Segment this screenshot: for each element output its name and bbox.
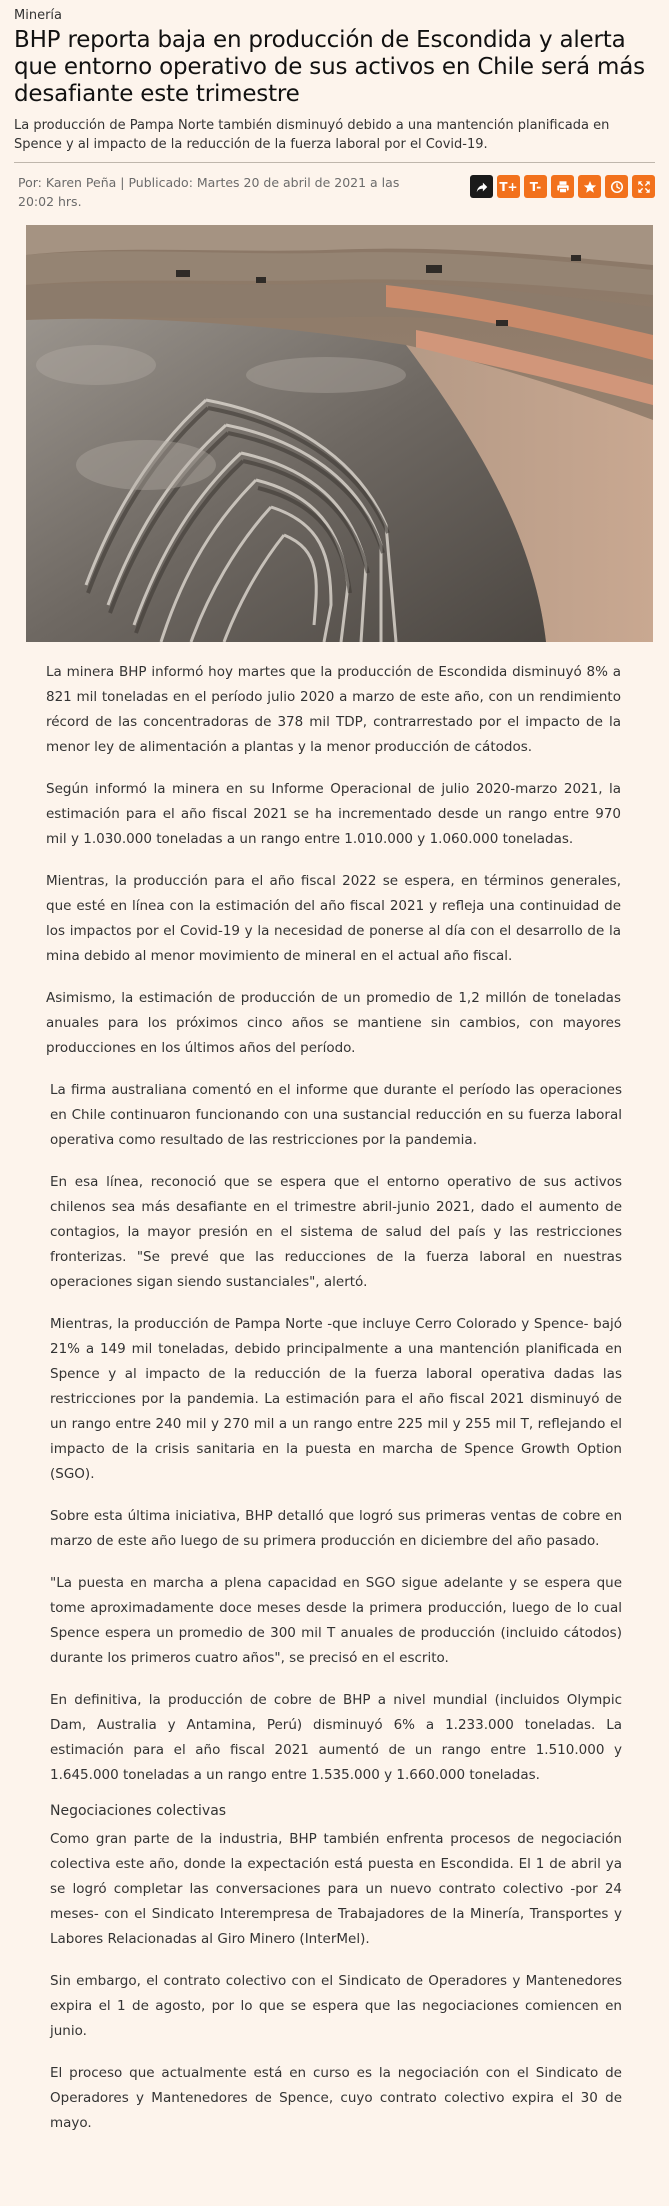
print-button[interactable] [551, 175, 574, 198]
history-button[interactable] [605, 175, 628, 198]
section-paragraph-3: El proceso que actualmente está en curso es la negociación con el Sindicato de Operadores y Mantenedores de Spence, cuyo contrato colectivo expira el 30 de mayo. [50, 2065, 622, 2131]
header-divider [14, 162, 655, 163]
body-paragraph-10: En definitiva, la producción de cobre de BHP a nivel mundial (incluidos Olympic Dam, Australia y Antamina, Perú) disminuyó 6% a 1.233.000 toneladas. La estimación para el año fiscal 2021 aumentó de un rango entre 1.510.000 y 1.645.000 toneladas a un rango entre 1.535.000 y 1.660.000 toneladas. [50, 1692, 622, 1783]
body-paragraph-6: En esa línea, reconoció que se espera que el entorno operativo de sus activos chilenos sea más desafiante en el trimestre abril-junio 2021, dado el aumento de contagios, la mayor presión en el sistema de salud del país y las restricciones fronterizas. "Se prevé que las reducciones de la fuerza laboral en nuestras operaciones sigan siendo sustanciales", alertó. [50, 1174, 622, 1290]
expand-icon [637, 180, 651, 194]
section-paragraph-2: Sin embargo, el contrato colectivo con el Sindicato de Operadores y Mantenedores expira el 1 de agosto, por lo que se espera que las negociaciones comiencen en junio. [50, 1973, 622, 2039]
article-subtitle: La producción de Pampa Norte también disminuyó debido a una mantención planificada en Spence y al impacto de la reducción de la fuerza laboral por el Covid-19. [14, 118, 610, 152]
article-meta [14, 173, 655, 211]
section-heading: Negociaciones colectivas [50, 1803, 227, 1819]
clock-icon [610, 180, 624, 194]
body-paragraph-5: La firma australiana comentó en el informe que durante el período las operaciones en Chile continuaron funcionando con una sustancial reducción en su fuerza laboral operativa como resultado de las restricciones por la pandemia. [50, 1082, 622, 1148]
article-body [14, 660, 655, 2136]
printer-icon [556, 180, 570, 194]
body-paragraph-7: Mientras, la producción de Pampa Norte -que incluye Cerro Colorado y Spence- bajó 21% a 149 mil toneladas, debido principalmente a una mantención planificada en Spence y al impacto de la reducción de la fuerza laboral operativa dadas las restricciones por la pandemia. La estimación para el año fiscal 2021 disminuyó de un rango entre 240 mil y 270 mil a un rango entre 225 mil y 255 mil T, reflejando el impacto de la crisis sanitaria en la puesta en marcha de Spence Growth Option (SGO). [50, 1316, 622, 1482]
star-icon [583, 180, 597, 194]
section-paragraph-1: Como gran parte de la industria, BHP también enfrenta procesos de negociación colectiva este año, donde la expectación está puesta en Escondida. El 1 de abril ya se logró completar las conversaciones para un nuevo contrato colectivo -por 24 meses- con el Sindicato Interempresa de Trabajadores de la Minería, Transportes y Labores Relacionadas al Giro Minero (InterMel). [50, 1831, 622, 1947]
article-headline: BHP reporta baja en producción de Escondida y alerta que entorno operativo de sus activos en Chile será más desafiante este trimestre [14, 27, 645, 107]
font-decrease-button[interactable]: T- [524, 175, 547, 198]
open-pit-mine-illustration [26, 225, 653, 642]
share-button[interactable] [470, 175, 493, 198]
body-paragraph-9: "La puesta en marcha a plena capacidad en SGO sigue adelante y se espera que tome aproximadamente doce meses desde la primera producción, luego de lo cual Spence espera un promedio de 300 mil T anuales de producción (incluido cátodos) durante los primeros cuatro años", se precisó en el escrito. [50, 1575, 622, 1666]
body-paragraph-8: Sobre esta última iniciativa, BHP detalló que logró sus primeras ventas de cobre en marzo de este año luego de su primera producción en diciembre del año pasado. [50, 1508, 622, 1549]
body-paragraph-2: Según informó la minera en su Informe Operacional de julio 2020-marzo 2021, la estimación para el año fiscal 2021 se ha incrementado desde un rango entre 970 mil y 1.030.000 toneladas a un rango entre 1.010.000 y 1.060.000 toneladas. [46, 781, 621, 847]
body-paragraph-4: Asimismo, la estimación de producción de un promedio de 1,2 millón de toneladas anuales para los próximos cinco años se mantiene sin cambios, con mayores producciones en los últimos años del período. [46, 990, 621, 1056]
article-category[interactable]: Minería [14, 8, 62, 23]
font-increase-button[interactable]: T+ [497, 175, 520, 198]
favorite-button[interactable] [578, 175, 601, 198]
body-paragraph-3: Mientras, la producción para el año fiscal 2022 se espera, en términos generales, que esté en línea con la estimación del año fiscal 2021 y refleja una continuidad de los impactos por el Covid-19 y la necesidad de ponerse al día con el desarrollo de la mina debido al menor movimiento de mineral en el actual año fiscal. [46, 873, 621, 964]
expand-button[interactable] [632, 175, 655, 198]
share-arrow-icon [475, 180, 489, 194]
article-toolbar [470, 175, 655, 198]
open-pit-mine-photo [26, 225, 653, 642]
article-byline: Por: Karen Peña | Publicado: Martes 20 de abril de 2021 a las 20:02 hrs. [18, 175, 400, 209]
body-paragraph-1: La minera BHP informó hoy martes que la producción de Escondida disminuyó 8% a 821 mil toneladas en el período julio 2020 a marzo de este año, con un rendimiento récord de las concentradoras de 378 mil TDP, contrarrestado por el impacto de la menor ley de alimentación a plantas y la menor producción de cátodos. [46, 664, 621, 755]
